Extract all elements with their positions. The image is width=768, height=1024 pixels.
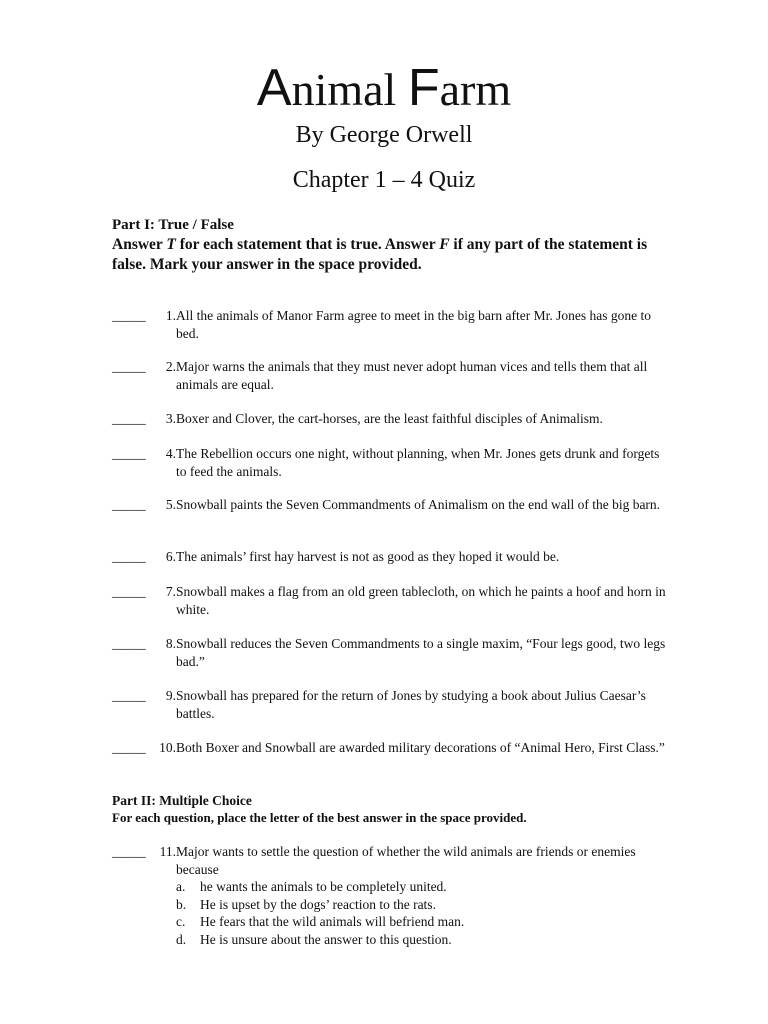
answer-blank[interactable]: _____ (112, 308, 146, 323)
question-number: 10. (159, 740, 176, 755)
choice-c (176, 913, 656, 931)
part1-instr-seg-a: Answer (112, 236, 167, 253)
choice-text: He is unsure about the answer to this question. (200, 931, 452, 947)
question-10 (112, 739, 672, 757)
part2-instructions: For each question, place the letter of the best answer in the space provided. (112, 810, 527, 825)
choice-text: he wants the animals to be completely united. (200, 879, 447, 894)
question-text: The Rebellion occurs one night, without planning, when Mr. Jones gets drunk and forgets to feed the animals. (176, 446, 660, 479)
question-number: 5. (165, 497, 176, 512)
part1-instructions (112, 235, 652, 274)
choice-letter: b. (176, 896, 187, 912)
part1-instr-t: T (166, 236, 176, 253)
part1-instr-f: F (439, 236, 450, 253)
choices-list (176, 878, 656, 948)
choice-a (176, 878, 656, 896)
question-text: All the animals of Manor Farm agree to meet in the big barn after Mr. Jones has gone to bed. (176, 308, 651, 341)
question-text: Major wants to settle the question of whether the wild animals are friends or enemies because (176, 844, 636, 877)
question-2 (112, 358, 672, 393)
question-5 (112, 496, 672, 514)
answer-blank[interactable]: _____ (112, 359, 146, 374)
question-number: 8. (165, 636, 176, 651)
title-word-animal-rest: nimal (291, 64, 408, 115)
part1-title: Part I: True / False (112, 217, 234, 233)
title-initial-a: A (256, 59, 292, 117)
question-number: 9. (165, 688, 176, 703)
author-line: By George Orwell (295, 122, 473, 148)
question-number: 6. (165, 549, 176, 564)
question-number: 3. (165, 411, 176, 426)
choice-letter: a. (176, 879, 186, 894)
question-text: Snowball has prepared for the return of Jones by studying a book about Julius Caesar’s battles. (176, 688, 646, 721)
choice-text: He fears that the wild animals will befriend man. (200, 914, 465, 929)
question-number: 2. (165, 359, 176, 374)
question-3 (112, 410, 672, 428)
document-title (0, 48, 768, 130)
question-number: 4. (165, 446, 176, 461)
choice-d (176, 931, 656, 949)
question-text: Snowball makes a flag from an old green tablecloth, on which he paints a hoof and horn in white. (176, 584, 666, 617)
choice-letter: c. (176, 914, 186, 929)
answer-blank[interactable]: _____ (112, 446, 146, 461)
answer-blank[interactable]: _____ (112, 411, 146, 426)
part1-instr-seg-c: if any part of the statement is false. Mark your answer in the space provided. (112, 236, 648, 273)
question-number: 7. (165, 584, 176, 599)
choice-text: He is upset by the dogs’ reaction to the rats. (200, 896, 436, 912)
answer-blank[interactable]: _____ (112, 688, 146, 703)
answer-blank[interactable]: _____ (112, 549, 146, 564)
question-7 (112, 583, 672, 618)
question-11 (112, 843, 672, 878)
question-text: Major warns the animals that they must never adopt human vices and tells them that all animals are equal. (176, 359, 648, 392)
choice-letter: d. (176, 931, 187, 947)
answer-blank[interactable]: _____ (112, 740, 146, 755)
question-6 (112, 548, 672, 566)
question-4 (112, 445, 672, 480)
question-number: 11. (159, 844, 176, 859)
question-text: Snowball paints the Seven Commandments of Animalism on the end wall of the big barn. (176, 497, 661, 512)
question-text: Boxer and Clover, the cart-horses, are the least faithful disciples of Animalism. (176, 411, 603, 426)
question-text: Snowball reduces the Seven Commandments to a single maxim, “Four legs good, two legs bad.” (176, 636, 666, 669)
question-8 (112, 635, 672, 670)
question-text: Both Boxer and Snowball are awarded military decorations of “Animal Hero, First Class.” (176, 740, 665, 755)
part2-title: Part II: Multiple Choice (112, 793, 252, 808)
answer-blank[interactable]: _____ (112, 584, 146, 599)
question-number: 1. (165, 308, 176, 323)
question-9 (112, 687, 672, 722)
quiz-title: Chapter 1 – 4 Quiz (292, 167, 476, 193)
choice-b (176, 896, 656, 914)
part1-instr-seg-b: for each statement that is true. Answer (175, 236, 440, 253)
title-initial-f: F (407, 59, 440, 117)
answer-blank[interactable]: _____ (112, 844, 146, 859)
answer-blank[interactable]: _____ (112, 497, 146, 512)
answer-blank[interactable]: _____ (112, 636, 146, 651)
question-1 (112, 307, 672, 342)
title-word-farm-rest: arm (439, 64, 512, 115)
question-text: The animals’ first hay harvest is not as good as they hoped it would be. (176, 549, 560, 564)
